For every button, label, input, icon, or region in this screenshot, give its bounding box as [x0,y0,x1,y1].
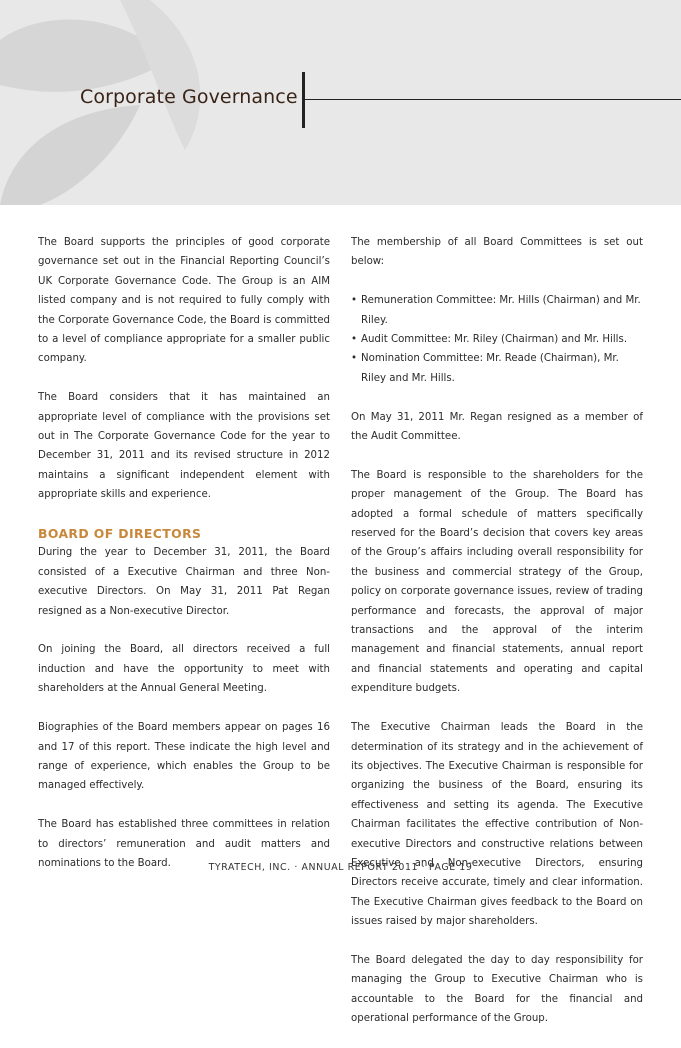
body-paragraph: During the year to December 31, 2011, the Board consisted of a Executive Chairman and three Non-executive Directors. On May 31, 2011 Pat Regan resigned as a Non-executive Director. [38,547,330,617]
page-title: Corporate Governance [80,86,298,108]
committee-text: Remuneration Committee: Mr. Hills (Chairman) and Mr. Riley. [361,295,641,326]
body-paragraph: Biographies of the Board members appear on pages 16 and 17 of this report. These indicate the high level and range of experience, which enables the Group to be managed effectively. [38,722,330,792]
page-footer: TYRATECH, INC. · ANNUAL REPORT 2011 · PAGE 19 [208,862,473,873]
bullet-icon: • [351,334,358,346]
committee-text: Nomination Committee: Mr. Reade (Chairman), Mr. Riley and Mr. Hills. [361,353,619,384]
body-paragraph: The Executive Chairman leads the Board in the determination of its strategy and in the achievement of its objectives. The Executive Chairman is responsible for organizing the business of the Board, ensuring its effectiveness and setting its agenda. The Executive Chairman facilitates the effective contribution of Non-executive Directors and constructive relations between Executive and Non-executive Directors, ensuring Directors receive accurate, timely and clear information. The Executive Chairman gives feedback to the Board on issues raised by major shareholders. [351,722,643,928]
body-paragraph: The Board has established three committees in relation to directors’ remuneration and audit matters and nominations to the Board. [38,819,330,869]
list-item [351,291,643,330]
list-item [351,349,643,388]
intro-paragraph: The Board considers that it has maintained an appropriate level of compliance with the provisions set out in The Corporate Governance Code for the year to December 31, 2011 and its revised structure in 2012 maintains a significant independent element with appropriate skills and experience. [38,392,330,501]
committees-intro: The membership of all Board Committees is set out below: [351,237,643,268]
section-heading-board-of-directors: BOARD OF DIRECTORS [38,526,202,542]
list-item [351,330,643,349]
title-divider-bar [302,72,305,128]
title-rule-line [305,99,681,100]
committee-text: Audit Committee: Mr. Riley (Chairman) and Mr. Hills. [361,334,628,346]
body-paragraph: The Board delegated the day to day responsibility for managing the Group to Executive Chairman who is accountable to the Board for the financial and operational performance of the Group. [351,954,643,1025]
body-paragraph: On joining the Board, all directors received a full induction and have the opportunity to meet with shareholders at the Annual General Meeting. [38,644,330,695]
intro-paragraph: The Board supports the principles of good corporate governance set out in the Financial Reporting Council’s UK Corporate Governance Code. The Group is an AIM listed company and is not required to fully comply with the Corporate Governance Code, the Board is committed to a level of compliance appropriate for a smaller public company. [38,237,330,365]
body-paragraph: The Board is responsible to the shareholders for the proper management of the Group. The Board has adopted a formal schedule of matters specifically reserved for the Board’s decision that covers key areas of the Group’s affairs including overall responsibility for the business and commercial strategy of the Group, policy on corporate governance issues, review of trading performance and forecasts, the approval of major transactions and the approval of the interim management and financial statements, annual report and financial statements and operating and capital expenditure budgets. [351,469,643,695]
right-column [351,233,643,1048]
left-column [38,233,330,893]
bullet-icon: • [351,353,358,365]
bullet-icon: • [351,295,358,307]
body-paragraph: On May 31, 2011 Mr. Regan resigned as a member of the Audit Committee. [351,411,643,443]
committees-list [351,291,643,388]
